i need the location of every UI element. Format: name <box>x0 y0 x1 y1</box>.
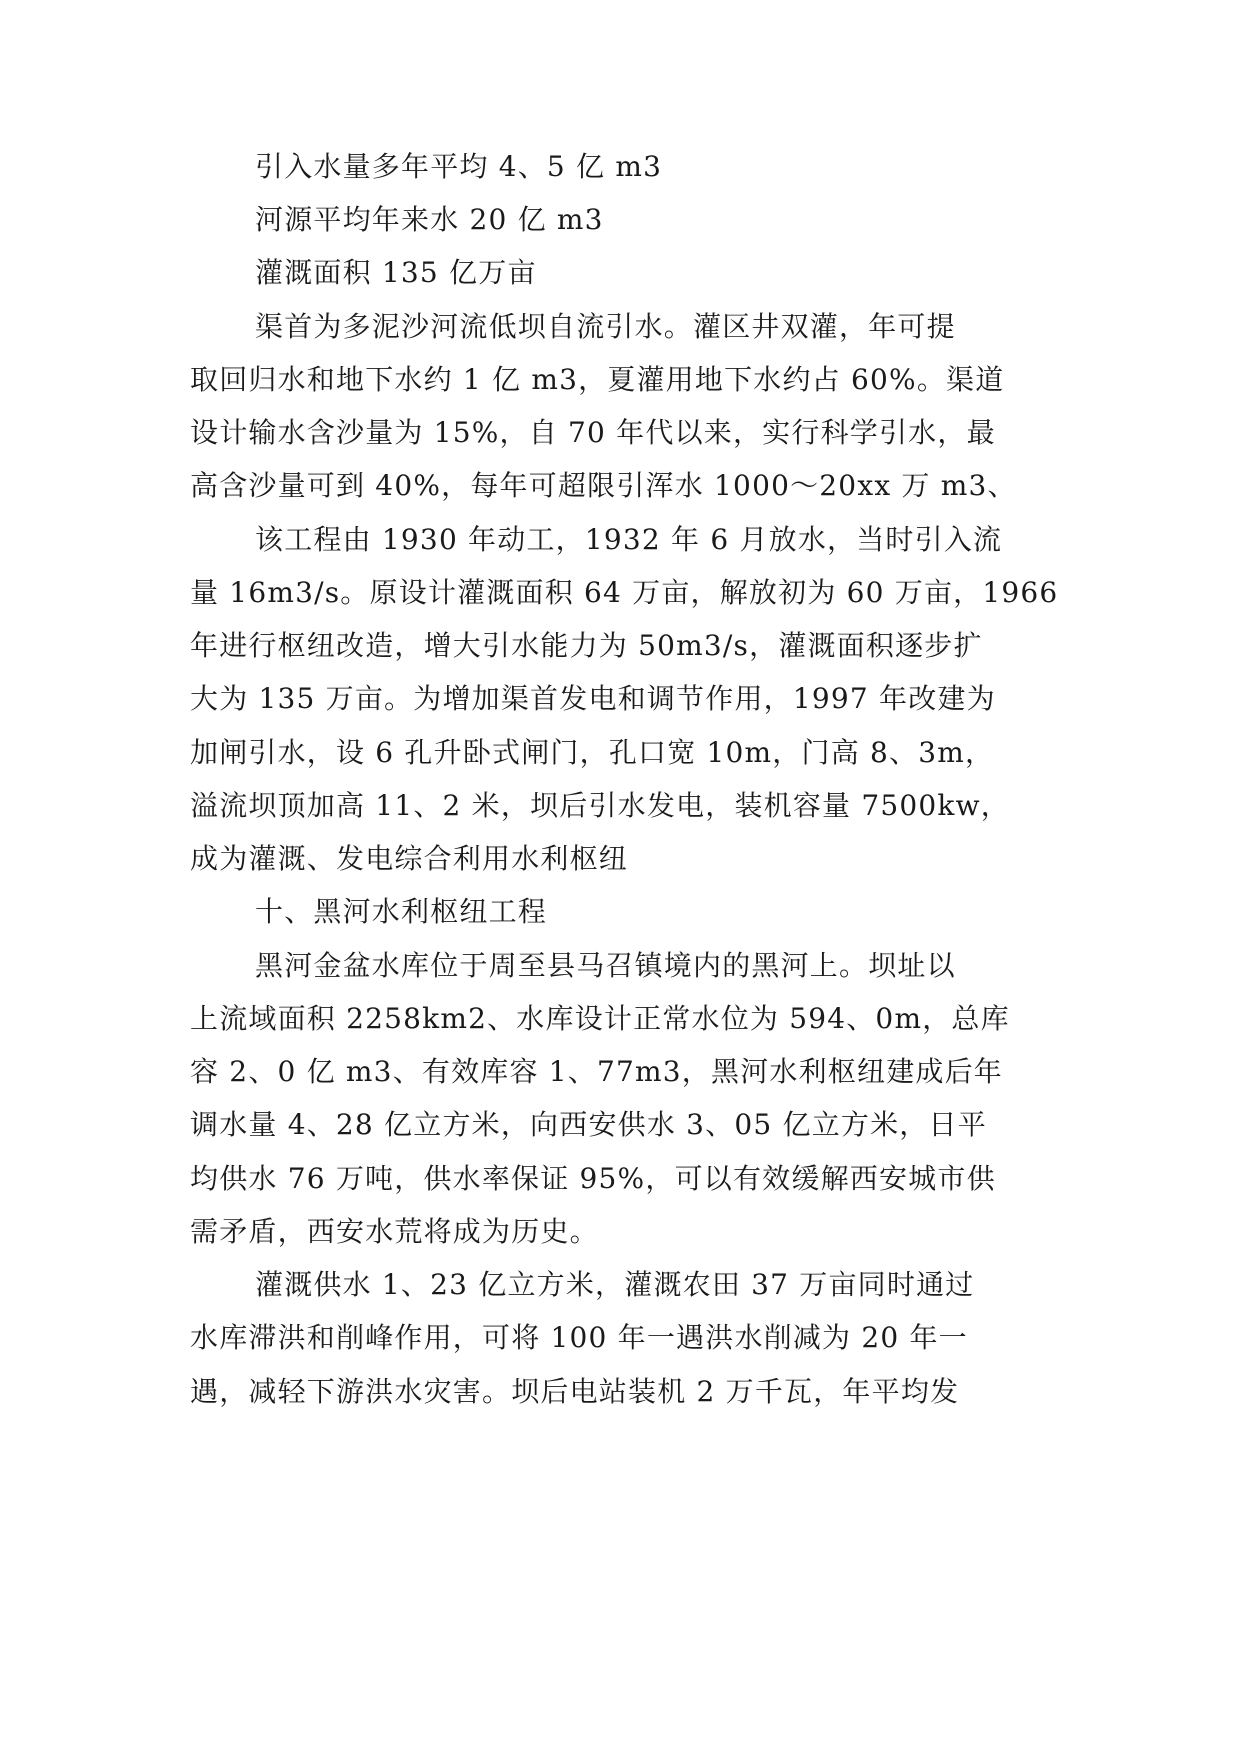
text-line: 水库滞洪和削峰作用，可将 100 年一遇洪水削减为 20 年一 <box>190 1321 968 1354</box>
text-line: 黑河金盆水库位于周至县马召镇境内的黑河上。坝址以 <box>255 949 956 982</box>
text-line: 渠首为多泥沙河流低坝自流引水。灌区井双灌，年可提 <box>255 310 956 343</box>
text-line: 河源平均年来水 20 亿 m3 <box>255 203 604 236</box>
text-line: 溢流坝顶加高 11、2 米，坝后引水发电，装机容量 7500kw， <box>190 789 1010 822</box>
text-line: 灌溉面积 135 亿万亩 <box>255 256 537 289</box>
text-line: 年进行枢纽改造，增大引水能力为 50m3/s，灌溉面积逐步扩 <box>190 629 983 662</box>
text-line: 调水量 4、28 亿立方米，向西安供水 3、05 亿立方米，日平 <box>190 1108 987 1141</box>
text-line: 取回归水和地下水约 1 亿 m3，夏灌用地下水约占 60%。渠道 <box>190 363 1005 396</box>
text-line: 量 16m3/s。原设计灌溉面积 64 万亩，解放初为 60 万亩，1966 <box>190 576 1059 609</box>
text-line: 容 2、0 亿 m3、有效库容 1、77m3，黑河水利枢纽建成后年 <box>190 1055 1004 1088</box>
text-line: 该工程由 1930 年动工，1932 年 6 月放水，当时引入流 <box>255 523 1003 556</box>
text-line: 灌溉供水 1、23 亿立方米，灌溉农田 37 万亩同时通过 <box>255 1268 975 1301</box>
text-line: 需矛盾，西安水荒将成为历史。 <box>190 1215 599 1248</box>
text-line: 设计输水含沙量为 15%，自 70 年代以来，实行科学引水，最 <box>190 416 996 449</box>
text-line: 上流域面积 2258km2、水库设计正常水位为 594、0m，总库 <box>190 1002 1010 1035</box>
section-heading: 十、黑河水利枢纽工程 <box>255 895 548 928</box>
text-line: 遇，减轻下游洪水灾害。坝后电站装机 2 万千瓦，年平均发 <box>190 1375 960 1408</box>
text-line: 成为灌溉、发电综合利用水利枢纽 <box>190 842 629 875</box>
text-line: 引入水量多年平均 4、5 亿 m3 <box>255 150 663 183</box>
text-line: 高含沙量可到 40%，每年可超限引浑水 1000～20xx 万 m3、 <box>190 469 1017 502</box>
text-line: 加闸引水，设 6 孔升卧式闸门，孔口宽 10m，门高 8、3m， <box>190 736 995 769</box>
text-line: 均供水 76 万吨，供水率保证 95%，可以有效缓解西安城市供 <box>190 1162 996 1195</box>
text-line: 大为 135 万亩。为增加渠首发电和调节作用，1997 年改建为 <box>190 682 996 715</box>
